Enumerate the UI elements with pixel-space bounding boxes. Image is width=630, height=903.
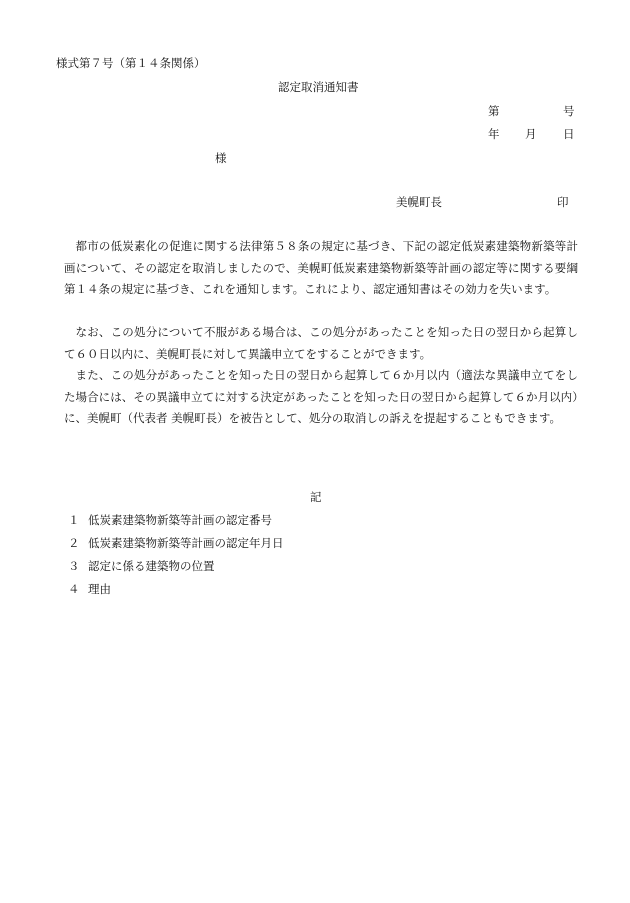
notes-item-label: 認定に係る建築物の位置 xyxy=(88,559,215,573)
date-day: 日 xyxy=(563,127,575,141)
issuer-name: 美幌町長 xyxy=(396,195,442,209)
number-prefix: 第 xyxy=(488,104,500,118)
notes-heading: 記 xyxy=(310,490,322,504)
body-paragraph-3: また、この処分があったことを知った日の翌日から起算して６か月以内（適法な異議申立てをした場合には、その異議申立てに対する決定があったことを知った日の翌日から起算して６か月以内）に、美幌町（代表者 美幌町長）を被告として、処分の取消しの訴えを提起することもできます。 xyxy=(64,368,578,425)
seal-mark: 印 xyxy=(557,195,569,209)
notes-item xyxy=(68,559,215,573)
date-year: 年 xyxy=(488,127,500,141)
notes-item-number: ３ xyxy=(68,559,80,573)
notes-item xyxy=(68,513,272,527)
document-title: 認定取消通知書 xyxy=(278,80,359,94)
notes-item-label: 低炭素建築物新築等計画の認定番号 xyxy=(88,513,272,527)
notes-item-number: １ xyxy=(68,513,80,527)
notes-item xyxy=(68,582,111,596)
addressee-suffix: 様 xyxy=(215,151,227,165)
form-label: 様式第７号（第１４条関係） xyxy=(56,56,206,70)
notes-item-number: ２ xyxy=(68,536,80,550)
body-paragraph-1: 都市の低炭素化の促進に関する法律第５８条の規定に基づき、下記の認定低炭素建築物新築等計画について、その認定を取消しましたので、美幌町低炭素建築物新築等計画の認定等に関する要綱第１４条の規定に基づき、これを通知します。これにより、認定通知書はその効力を失います。 xyxy=(64,239,578,296)
date-month: 月 xyxy=(525,127,537,141)
notes-item-number: ４ xyxy=(68,582,80,596)
body-paragraph-2: なお、この処分について不服がある場合は、この処分があったことを知った日の翌日から起算して６０日以内に、美幌町長に対して異議申立てをすることができます。 xyxy=(64,325,578,361)
notes-item xyxy=(68,536,284,550)
number-suffix: 号 xyxy=(563,104,575,118)
notes-item-label: 理由 xyxy=(88,582,111,596)
notes-item-label: 低炭素建築物新築等計画の認定年月日 xyxy=(88,536,284,550)
